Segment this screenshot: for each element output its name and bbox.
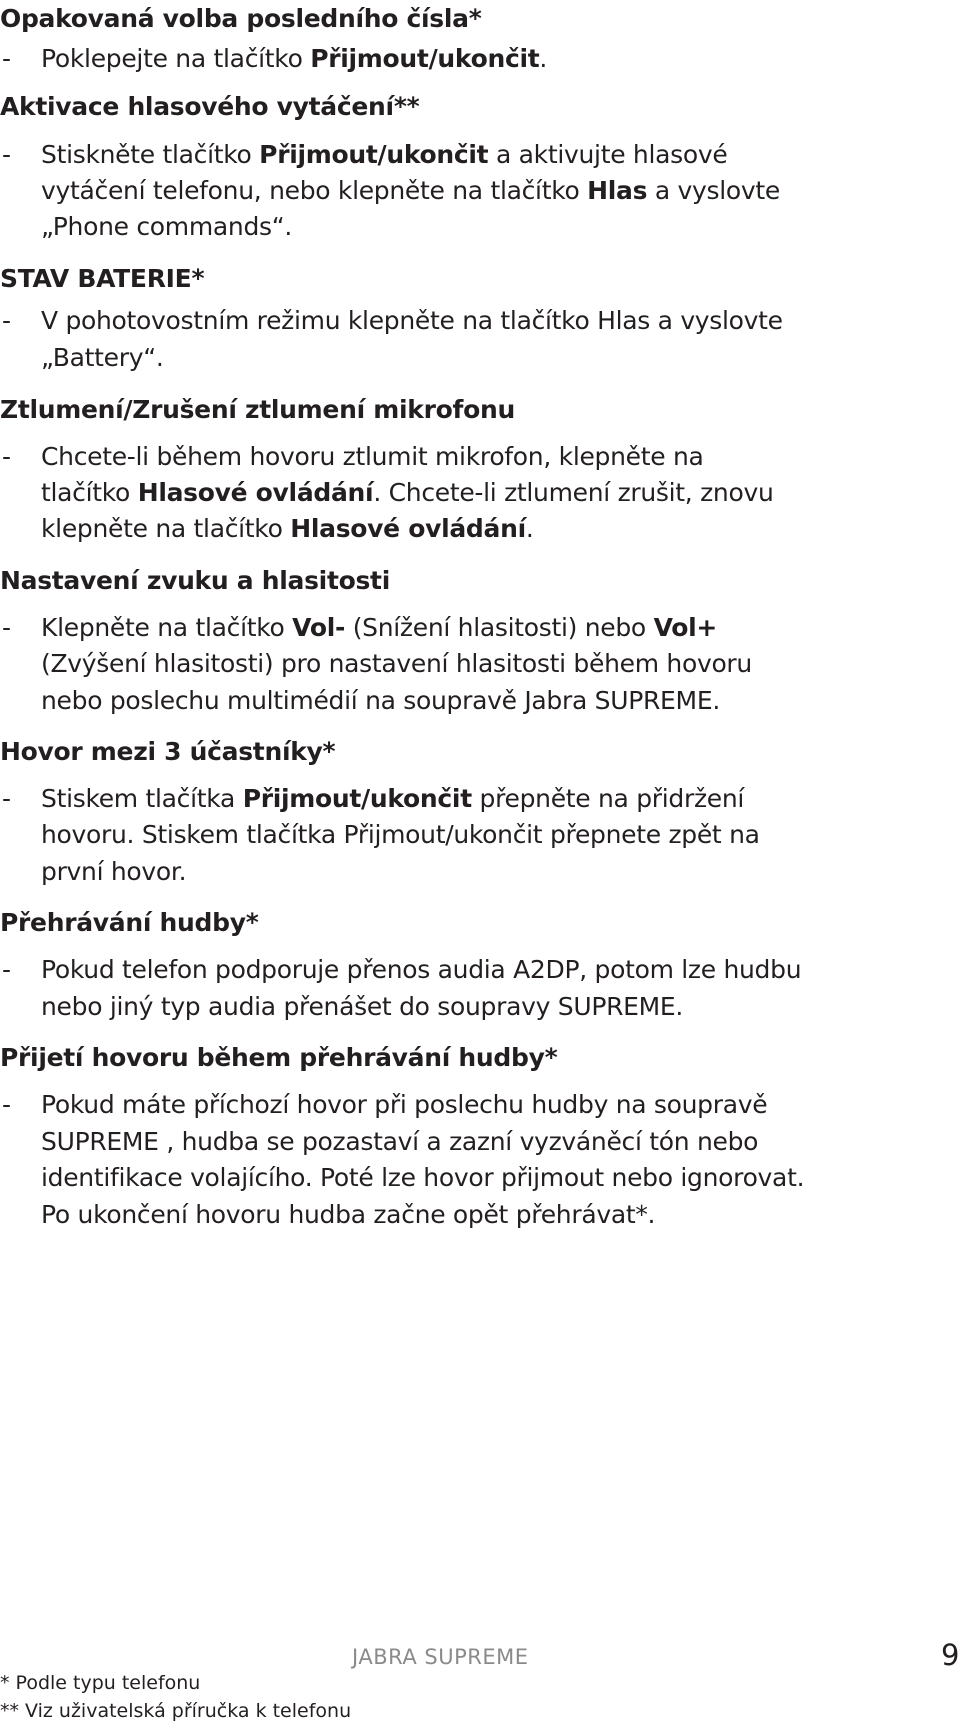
section-line: Stiskněte tlačítko Přijmout/ukončit a aktivujte hlasové [41,140,728,169]
section-line: SUPREME , hudba se pozastaví a zazní vyzváněcí tón nebo [41,1127,759,1156]
footer-product-title: JABRA SUPREME [352,1645,529,1669]
section-line: V pohotovostním režimu klepněte na tlačítko Hlas a vyslovte [41,306,783,335]
section-heading-three-way-call: Hovor mezi 3 účastníky* [0,737,336,766]
section-line: Klepněte na tlačítko Vol- (Snížení hlasitosti) nebo Vol+ [41,613,718,642]
section-heading-redial: Opakovaná volba posledního čísla* [0,4,482,33]
section-line: (Zvýšení hlasitosti) pro nastavení hlasitosti během hovoru [41,649,752,678]
section-heading-call-during-music: Přijetí hovoru během přehrávání hudby* [0,1043,558,1072]
section-line: Stiskem tlačítka Přijmout/ukončit přepněte na přidržení [41,784,745,813]
section-line: „Battery“. [41,343,164,372]
bullet-dash: - [2,442,12,471]
section-heading-voice-dial: Aktivace hlasového vytáčení** [0,92,420,121]
bullet-dash: - [2,306,12,335]
bullet-dash: - [2,613,12,642]
section-line: Pokud telefon podporuje přenos audia A2DP, potom lze hudbu [41,955,802,984]
section-line: první hovor. [41,857,187,886]
section-line: Pokud máte příchozí hovor při poslechu hudby na soupravě [41,1090,768,1119]
section-line: tlačítko Hlasové ovládání. Chcete-li ztlumení zrušit, znovu [41,478,774,507]
section-line: vytáčení telefonu, nebo klepněte na tlačítko Hlas a vyslovte [41,176,780,205]
section-line: Poklepejte na tlačítko Přijmout/ukončit. [41,44,548,73]
footnote-phone-type: * Podle typu telefonu [0,1672,201,1694]
section-line: hovoru. Stiskem tlačítka Přijmout/ukončit přepnete zpět na [41,820,760,849]
section-heading-music-playback: Přehrávání hudby* [0,908,259,937]
section-line: nebo poslechu multimédií na soupravě Jabra SUPREME. [41,686,720,715]
section-line: identifikace volajícího. Poté lze hovor přijmout nebo ignorovat. [41,1163,805,1192]
bullet-dash: - [2,955,12,984]
footnote-phone-manual: ** Viz uživatelská příručka k telefonu [0,1700,352,1722]
bullet-dash: - [2,1090,12,1119]
section-line: nebo jiný typ audia přenášet do soupravy SUPREME. [41,992,684,1021]
section-heading-mute: Ztlumení/Zrušení ztlumení mikrofonu [0,395,515,424]
section-heading-battery: STAV BATERIE* [0,264,205,293]
section-line: Po ukončení hovoru hudba začne opět přehrávat*. [41,1200,656,1229]
section-line: Chcete-li během hovoru ztlumit mikrofon, klepněte na [41,442,704,471]
bullet-dash: - [2,44,12,73]
page-number: 9 [941,1638,960,1672]
section-line: klepněte na tlačítko Hlasové ovládání. [41,514,534,543]
section-line: „Phone commands“. [41,212,293,241]
section-heading-volume: Nastavení zvuku a hlasitosti [0,566,390,595]
bullet-dash: - [2,140,12,169]
bullet-dash: - [2,784,12,813]
